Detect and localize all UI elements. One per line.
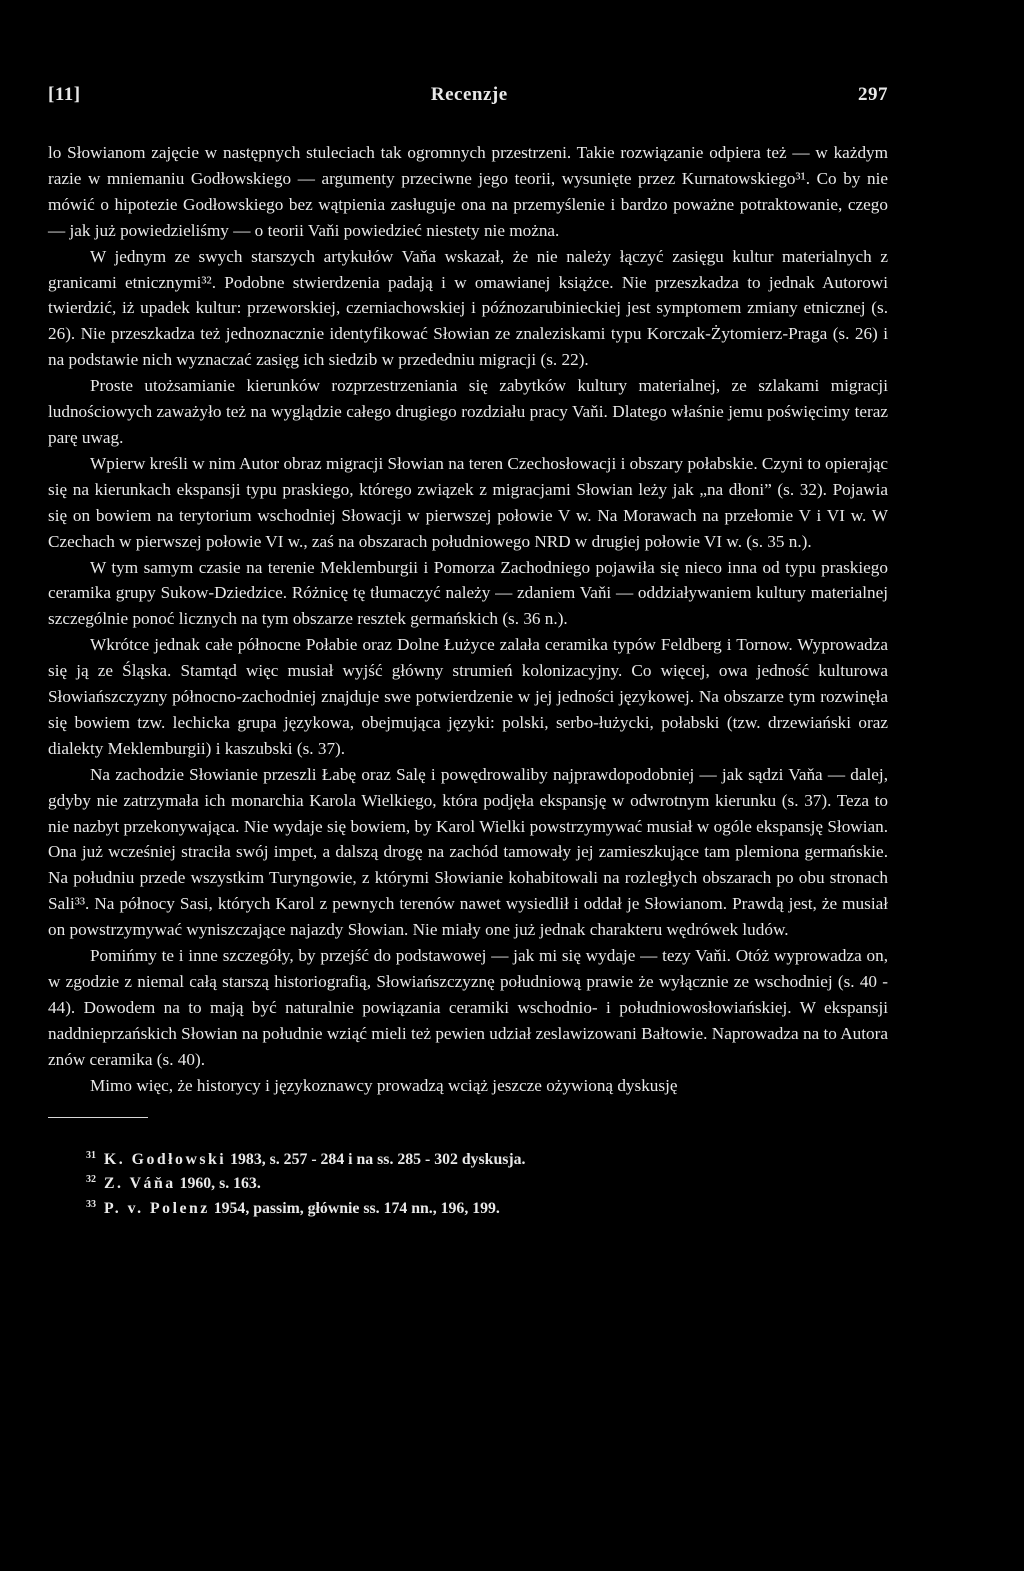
footnote (48, 1172, 888, 1197)
page (48, 84, 888, 1221)
footnote-text: 1954, passim, głównie ss. 174 nn., 196, 199. (209, 1199, 500, 1217)
page-number: 297 (857, 84, 888, 105)
paragraph: lo Słowianom zajęcie w następnych stuleciach tak ogromnych przestrzeni. Takie rozwiązanie odpiera też — w każdym razie w mniemaniu Godłowskiego — argumenty przeciwne jego teorii, wysunięte przez Kurnatowskiego³¹. Co by nie mówić o hipotezie Godłowskiego bez wątpienia zasługuje ona na przemyślenie i bardzo poważne potraktowanie, czego — jak już powiedzieliśmy — o teorii Vaňi powiedzieć niestety nie można. (48, 143, 888, 240)
running-header (48, 84, 888, 106)
body-text (48, 140, 888, 1099)
paragraph: Proste utożsamianie kierunków rozprzestrzeniania się zabytków kultury materialnej, ze szlakami migracji ludnościowych zaważyło też na wyglądzie całego drugiego rozdziału pracy Vaňi. Dlatego właśnie jemu poświęcimy teraz parę uwag. (48, 376, 888, 447)
paragraph: Mimo więc, że historycy i językoznawcy prowadzą wciąż jeszcze ożywioną dyskusję (90, 1075, 678, 1095)
footnote-number: 33 (86, 1198, 96, 1210)
footnote (48, 1148, 888, 1173)
footnote (48, 1197, 888, 1222)
paragraph: Wkrótce jednak całe północne Połabie oraz Dolne Łużyce zalała ceramika typów Feldberg i Tornow. Wyprowadza się ją ze Śląska. Stamtąd więc musiał wyjść główny strumień kolonizacyjny. Co więcej, owa jedność kulturowa Słowiańszczyzny północno-zachodniej znajduje swe potwierdzenie w jej jedności językowej. Na obszarze tym rozwinęła się bowiem tzw. lechicka grupa językowa, obejmująca języki: polski, serbo-łużycki, połabski (tzw. drzewiański oraz dialekty Meklemburgii) i kaszubski (s. 37). (48, 635, 888, 758)
footnotes (48, 1148, 888, 1222)
paragraph: W jednym ze swych starszych artykułów Vaňa wskazał, że nie należy łączyć zasięgu kultur materialnych z granicami etnicznymi³². Podobne stwierdzenia padają i w omawianej książce. Nie przeszkadza to jednak Autorowi twierdzić, iż upadek kultur: przeworskiej, czerniachowskiej i późnozarubinieckiej jest symptomem zmiany etnicznej (s. 26). Nie przeszkadza też jednoznacznie identyfikować Słowian ze znaleziskami typu Korczak-Żytomierz-Praga (s. 26) i na podstawie nich wyznaczać zasięg ich siedzib w przededniu migracji (s. 22). (48, 246, 888, 370)
footnote-number: 31 (86, 1149, 96, 1161)
paragraph: W tym samym czasie na terenie Meklemburgii i Pomorza Zachodniego pojawiła się nieco inna od typu praskiego ceramika grupy Sukow-Dziedzice. Różnicę tę tłumaczyć należy — zdaniem Vaňi — oddziaływaniem kultury materialnej szczególnie ponoć licznych na tym obszarze resztek germańskich (s. 36 n.). (48, 557, 888, 629)
footnote-text: 1960, s. 163. (175, 1175, 261, 1193)
footnote-author: K. Godłowski (104, 1150, 227, 1168)
footnote-author: P. v. Polenz (104, 1199, 210, 1217)
section-number: [11] (48, 84, 81, 105)
paragraph: Wpierw kreśli w nim Autor obraz migracji Słowian na teren Czechosłowacji i obszary połabskie. Czyni to opierając się na kierunkach ekspansji typu praskiego, którego związek z migracjami Słowian leży jak „na dłoni” (s. 32). Pojawia się on bowiem na terytorium wschodniej Słowacji w pierwszej połowie V w. Na Morawach na przełomie V i VI w. W Czechach w pierwszej połowie VI w., zaś na obszarach południowego NRD w drugiej połowie VI w. (s. 35 n.). (48, 453, 888, 551)
paragraph: Pomińmy te i inne szczegóły, by przejść do podstawowej — jak mi się wydaje — tezy Vaňi. Otóż wyprowadza on, w zgodzie z niemal całą starszą historiografią, Słowiańszczyznę południową prawie że wyłącznie ze wschodniej (s. 40 - 44). Dowodem na to mają być naturalnie powiązania ceramiki wschodnio- i południowosłowiańskiej. W ekspansji naddnieprzańskich Słowian na południe wziąć mieli też pewien udział zeslawizowani Bałtowie. Naprowadza na to Autora znów ceramika (s. 40). (48, 946, 888, 1069)
section-title: Recenzje (430, 84, 508, 105)
footnote-author: Z. Váňa (104, 1175, 176, 1193)
footnote-text: 1983, s. 257 - 284 i na ss. 285 - 302 dyskusja. (226, 1150, 526, 1168)
footnote-number: 32 (86, 1174, 96, 1186)
footnote-separator (48, 1117, 148, 1118)
paragraph: Na zachodzie Słowianie przeszli Łabę oraz Salę i powędrowaliby najprawdopodobniej — jak sądzi Vaňa — dalej, gdyby nie zatrzymała ich monarchia Karola Wielkiego, która podjęła ekspansję w odwrotnym kierunku (s. 37). Teza to nie nazbyt przekonywająca. Nie wydaje się bowiem, by Karol Wielki powstrzymywać musiał w ogóle ekspansję Słowian. Ona już wcześniej straciła swój impet, a dalszą drogę na zachód tamowały jej zamieszkujące tam plemiona germańskie. Na południu przede wszystkim Turyngowie, z którymi Słowianie kohabitowali na rozległych obszarach po obu stronach Sali³³. Na północy Sasi, których Karol z pewnych terenów nawet wysiedlił i oddał je Słowianom. Prawdą jest, że musiał on powstrzymywać wyniszczające najazdy Słowian. Nie miały one już jednak charakteru wędrówek ludów. (48, 764, 888, 940)
